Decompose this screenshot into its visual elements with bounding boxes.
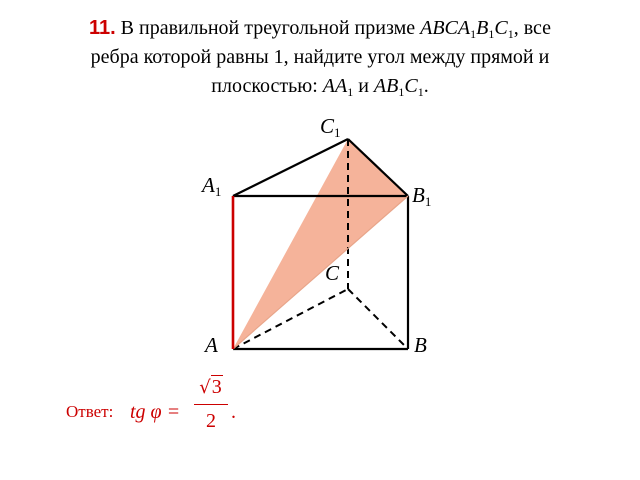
edge-c-b-hidden	[348, 289, 408, 349]
sqrt-sign: √	[199, 377, 211, 398]
label-b1: B1	[412, 183, 432, 209]
prism-sub-2: 1	[488, 27, 495, 41]
answer-numerator	[194, 372, 228, 402]
problem-text-3: плоскостью:	[211, 75, 323, 97]
line-name: AA	[322, 75, 348, 97]
plane-sub-2: 1	[417, 85, 424, 99]
label-c1: C1	[320, 114, 341, 140]
prism-name: ABCA	[420, 17, 471, 39]
plane-name: AB	[373, 75, 399, 97]
problem-text-1: В правильной треугольной призме	[115, 17, 421, 39]
prism-sub-1: 1	[470, 27, 477, 41]
sqrt-argument: 3	[211, 376, 222, 398]
plane-sub-1: 1	[398, 85, 405, 99]
label-a1: A1	[202, 173, 222, 199]
prism-b: B	[476, 17, 489, 39]
label-b: B	[414, 333, 427, 357]
line-sub: 1	[347, 85, 354, 99]
answer-label: Ответ:	[66, 402, 114, 421]
label-a: A	[205, 333, 218, 357]
answer-fraction	[194, 372, 228, 435]
problem-text-4: и	[353, 75, 374, 97]
problem-text-2: , все	[513, 17, 552, 39]
prism-sub-3: 1	[507, 27, 514, 41]
plane-c: C	[404, 75, 418, 97]
answer-end: .	[231, 401, 236, 423]
answer-denominator: 2	[206, 410, 216, 432]
answer-function: tg φ =	[130, 401, 181, 423]
problem-text-5: .	[423, 75, 429, 97]
problem-number: 11.	[88, 17, 116, 39]
prism-c: C	[494, 17, 508, 39]
problem-line-2: ребра которой равны 1, найдите угол между прямой и	[90, 46, 550, 68]
label-c: C	[325, 261, 340, 285]
fraction-bar	[194, 404, 228, 405]
